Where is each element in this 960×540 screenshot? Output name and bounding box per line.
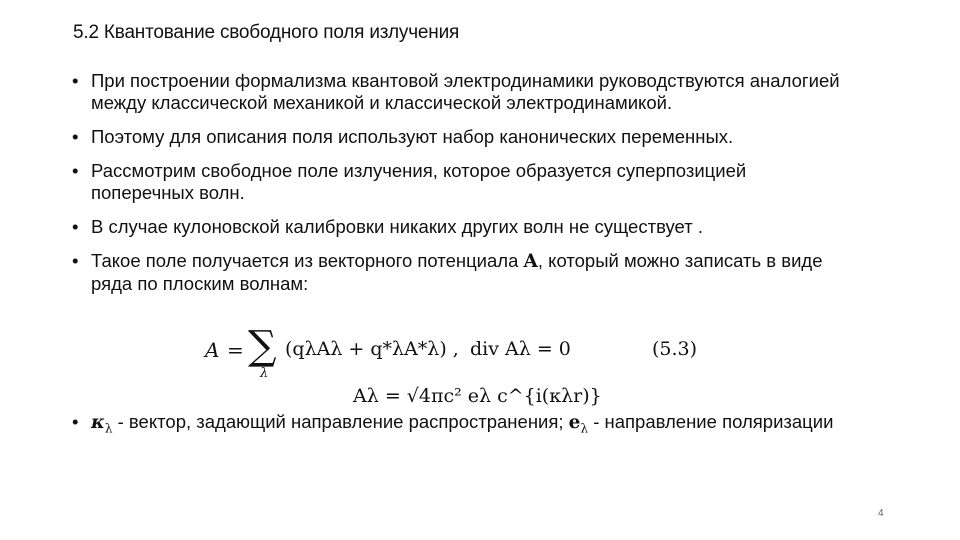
bullet-item	[72, 250, 842, 295]
bullet-text: В случае кулоновской калибровки никаких других волн не существует .	[91, 216, 703, 237]
bullet-text: - вектор, задающий направление распространения;	[112, 411, 569, 432]
bullet-text: , который можно записать в виде ряда по плоским волнам:	[91, 250, 823, 294]
summation-sign: ∑	[248, 323, 277, 369]
formula2-lhs: Aλ	[353, 385, 379, 407]
polarization-symbol: e	[568, 412, 581, 433]
bullet-item	[72, 216, 842, 238]
gauge-condition: div Aλ = 0	[470, 338, 571, 360]
bullet-item	[72, 160, 842, 204]
bullet-text: - направление поляризации	[588, 411, 834, 432]
formula-terms: (qλAλ + q*λA*λ) ,	[285, 338, 459, 360]
summation-index: λ	[260, 366, 269, 381]
formula-equals: =	[227, 338, 244, 362]
bullet-text: Поэтому для описания поля используют набор канонических переменных.	[91, 126, 734, 147]
bullet-item: • $\kappa_\lambda$ - вектор, задающий направление распространения; $e_\lambda$ - направление поляризации	[72, 411, 842, 440]
slide-title: 5.2 Квантование свободного поля излучения	[73, 22, 460, 43]
formula-lhs: A	[205, 338, 220, 362]
bullet-text: При построении формализма квантовой электродинамики руководствуются аналогией между классической механикой и классической электродинамикой.	[91, 70, 840, 113]
bullet-text: Рассмотрим свободное поле излучения, которое образуется суперпозицией поперечных волн.	[91, 160, 747, 203]
formula-5-3	[205, 323, 725, 381]
page-number: 4	[878, 508, 884, 519]
formula-a-lambda	[353, 385, 602, 407]
bullet-text: Такое поле получается из векторного потенциала	[91, 250, 524, 271]
formula2-rhs: = √4πc² eλ c^{i(κλr)}	[384, 385, 602, 407]
bullet-item	[72, 126, 842, 148]
kappa-symbol: κ	[91, 412, 105, 433]
vector-potential-symbol: A	[523, 251, 538, 272]
bullet-item	[72, 70, 842, 114]
equation-number: (5.3)	[652, 338, 698, 360]
